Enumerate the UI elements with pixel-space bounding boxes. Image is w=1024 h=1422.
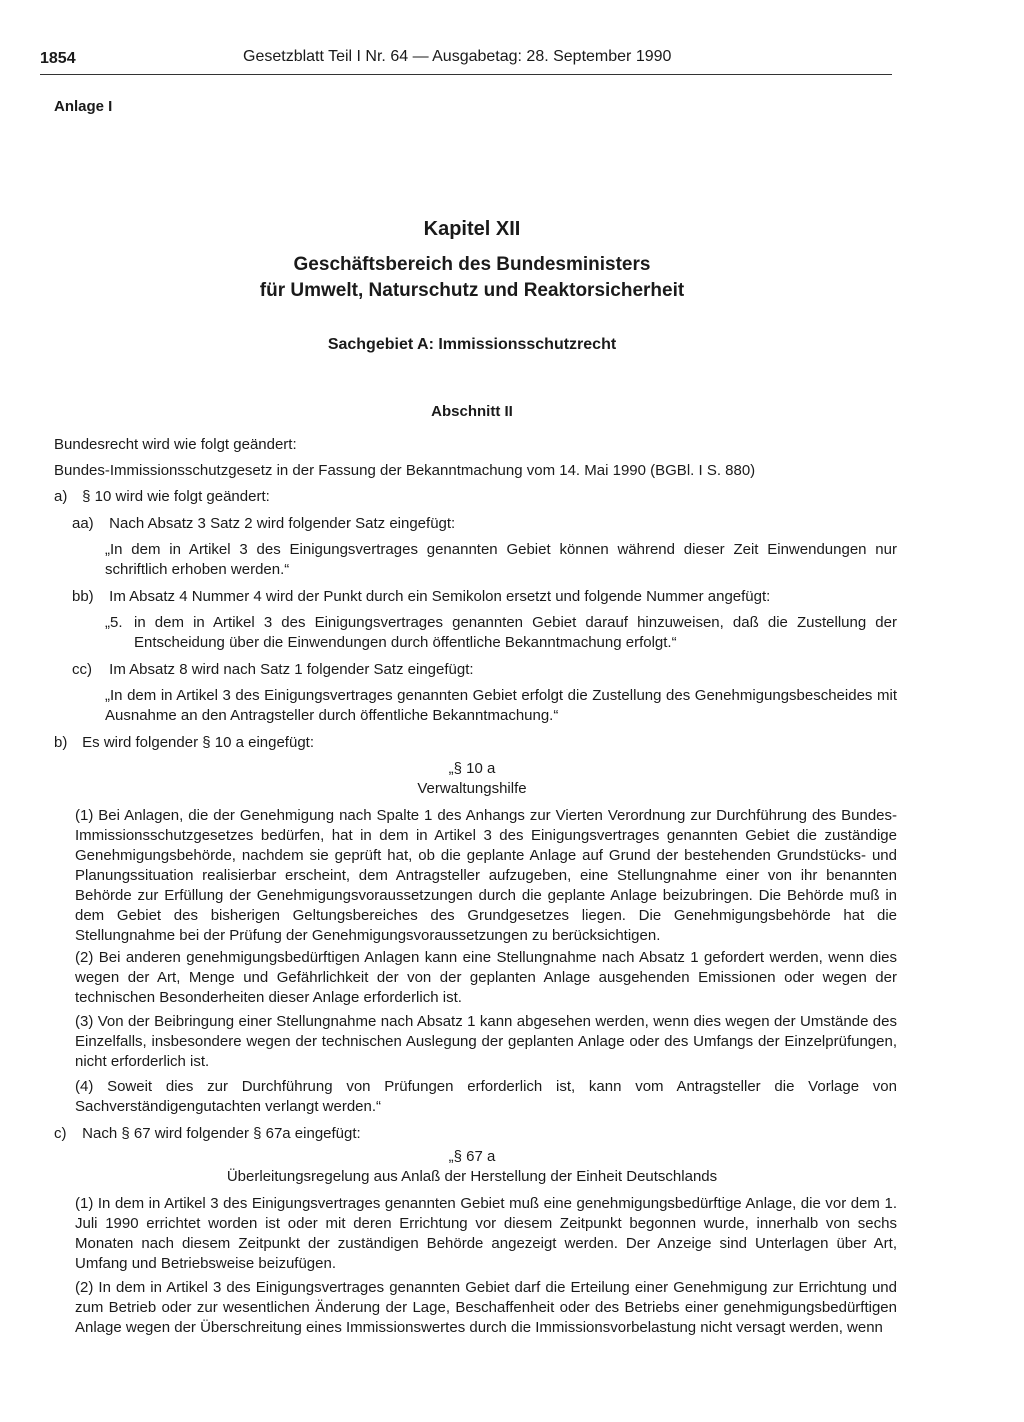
ministry-line-1: Geschäftsbereich des Bundesministers bbox=[293, 254, 651, 275]
ministry-line-2: für Umwelt, Naturschutz und Reaktorsicherheit bbox=[259, 280, 685, 301]
item-aa bbox=[72, 514, 455, 534]
item-b-text: Es wird folgender § 10 a eingefügt: bbox=[82, 734, 314, 751]
item-a-text: § 10 wird wie folgt geändert: bbox=[82, 488, 270, 505]
item-c-text: Nach § 67 wird folgender § 67a eingefügt: bbox=[82, 1125, 361, 1142]
item-b bbox=[54, 733, 314, 753]
item-bb-quote-number: „5. bbox=[105, 614, 123, 631]
page-number: 1854 bbox=[40, 50, 76, 67]
item-aa-label: aa) bbox=[72, 515, 94, 532]
item-bb-quote: in dem in Artikel 3 des Einigungsvertrages genannten Gebiet darauf hinzuweisen, daß die Zustellung der Entscheidung über die Einwendungen durch öffentliche Bekanntmachung erfolgt.“ bbox=[134, 614, 897, 651]
section-67a-paragraph-1: (1) In dem in Artikel 3 des Einigungsvertrages genannten Gebiet muß eine genehmigungsbedürftige Anlage, die vor dem 1. Juli 1990 errichtet worden ist oder mit deren Errichtung vor diesem Zeitpunkt begonnen wurde, innerhalb von sechs Monaten nach diesem Zeitpunkt der zuständigen Behörde angezeigt werden. Der Anzeige sind Unterlagen über Art, Umfang und Betriebsweise beizufügen. bbox=[75, 1195, 897, 1272]
section-10a-title: „§ 10 a bbox=[448, 760, 496, 777]
item-a-label: a) bbox=[54, 488, 68, 505]
item-cc-text: Im Absatz 8 wird nach Satz 1 folgender Satz eingefügt: bbox=[109, 661, 474, 678]
item-c bbox=[54, 1124, 361, 1144]
item-b-label: b) bbox=[54, 734, 68, 751]
section-heading: Abschnitt II bbox=[431, 403, 513, 420]
intro-line-2: Bundes-Immissionsschutzgesetz in der Fassung der Bekanntmachung vom 14. Mai 1990 (BGBl. I S. 880) bbox=[54, 462, 756, 479]
item-a bbox=[54, 487, 270, 507]
ministry-heading bbox=[0, 252, 944, 304]
section-10a-paragraph-1: (1) Bei Anlagen, die der Genehmigung nach Spalte 1 des Anhangs zur Vierten Verordnung zur Durchführung des Bundes-Immissionsschutzgesetzes bedürfen, hat in dem in Artikel 3 des Einigungsvertrages genannten Gebiet die zuständige Genehmigungsbehörde, nachdem sie geprüft hat, ob die geplante Anlage auf Grund der bestehenden Grundstücks- und Planungssituation realisierbar erscheint, dem Antragsteller aufzugeben, eine Stellungnahme einer von ihr benannten Behörde zur Erfüllung der Genehmigungsvoraussetzungen durch die geplante Anlage beizubringen. Die Behörde muß in dem Gebiet des bisherigen Geltungsbereiches des Grundgesetzes liegen. Die Genehmigungsbehörde hat die Stellungnahme bei der Prüfung der Genehmigungsvoraussetzungen zu berücksichtigen. bbox=[75, 807, 897, 944]
section-10a-paragraph-4: (4) Soweit dies zur Durchführung von Prüfungen erforderlich ist, kann vom Antragsteller die Vorlage von Sachverständigengutachten verlangt werden.“ bbox=[75, 1078, 897, 1115]
item-bb-text: Im Absatz 4 Nummer 4 wird der Punkt durch ein Semikolon ersetzt und folgende Nummer angefügt: bbox=[109, 588, 771, 605]
item-c-label: c) bbox=[54, 1125, 67, 1142]
section-67a-subtitle: Überleitungsregelung aus Anlaß der Herstellung der Einheit Deutschlands bbox=[226, 1168, 718, 1185]
intro-line-1: Bundesrecht wird wie folgt geändert: bbox=[54, 436, 297, 453]
item-cc-label: cc) bbox=[72, 661, 92, 678]
section-10a-subtitle: Verwaltungshilfe bbox=[417, 780, 527, 797]
subject-area-heading: Sachgebiet A: Immissionsschutzrecht bbox=[327, 336, 617, 353]
page-header bbox=[40, 48, 892, 75]
section-67a-title: „§ 67 a bbox=[448, 1148, 496, 1165]
item-bb-label: bb) bbox=[72, 588, 94, 605]
item-aa-quote: „In dem in Artikel 3 des Einigungsvertrages genannten Gebiet können während dieser Zeit Einwendungen nur schriftlich erhoben werden.“ bbox=[105, 541, 897, 578]
annex-label: Anlage I bbox=[54, 98, 113, 115]
chapter-heading: Kapitel XII bbox=[423, 218, 521, 240]
section-67a-paragraph-2: (2) In dem in Artikel 3 des Einigungsvertrages genannten Gebiet darf die Erteilung einer Genehmigung zur Errichtung und zum Betrieb oder zur wesentlichen Änderung der Lage, Beschaffenheit oder des Betriebs einer genehmigungsbedürftigen Anlage wegen der Überschreitung eines Immissionswertes durch die Immissionsvorbelastung nicht versagt werden, wenn bbox=[75, 1279, 897, 1336]
gazette-title: Gesetzblatt Teil I Nr. 64 — Ausgabetag: 28. September 1990 bbox=[243, 48, 672, 65]
item-cc-quote: „In dem in Artikel 3 des Einigungsvertrages genannten Gebiet erfolgt die Zustellung des Genehmigungsbescheides mit Ausnahme an den Antragsteller durch öffentliche Bekanntmachung.“ bbox=[105, 687, 897, 724]
section-10a-paragraph-3: (3) Von der Beibringung einer Stellungnahme nach Absatz 1 kann abgesehen werden, wenn dies wegen der Umstände des Einzelfalls, insbesondere wegen der technischen Auslegung der geplanten Anlage oder des Umfangs der Einzelprüfungen, nicht erforderlich ist. bbox=[75, 1013, 897, 1070]
item-bb bbox=[72, 587, 770, 607]
item-cc bbox=[72, 660, 474, 680]
section-10a-paragraph-2: (2) Bei anderen genehmigungsbedürftigen Anlagen kann eine Stellungnahme nach Absatz 1 gefordert werden, wenn dies wegen der Art, Menge und Gefährlichkeit der von der geplanten Anlage ausgehenden Emissionen oder wegen der technischen Besonderheiten dieser Anlage erforderlich ist. bbox=[75, 949, 897, 1006]
item-aa-text: Nach Absatz 3 Satz 2 wird folgender Satz eingefügt: bbox=[109, 515, 456, 532]
